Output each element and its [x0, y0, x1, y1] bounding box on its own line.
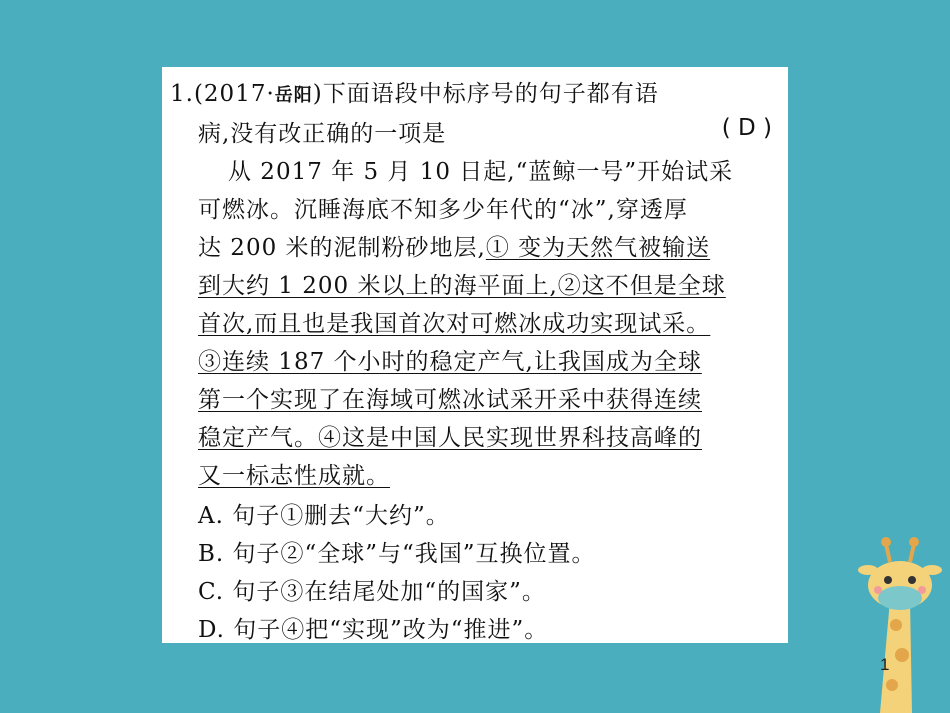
question-number: 1.	[170, 81, 194, 107]
page-number: 1	[880, 655, 890, 674]
option-a: A. 句子①删去“大约”。	[198, 503, 450, 529]
underlined-sentence: 首次,而且也是我国首次对可燃冰成功实现试采。	[198, 311, 711, 337]
giraffe-icon	[850, 530, 950, 713]
underlined-sentence: 到大约 1 200 米以上的海平面上,②这不但是全球	[198, 273, 726, 299]
passage-line: 从 2017 年 5 月 10 日起,“蓝鲸一号”开始试采	[228, 159, 734, 185]
passage-line: 可燃冰。沉睡海底不知多少年代的“冰”,穿透厚	[198, 197, 688, 223]
question-stem-line1: 下面语段中标序号的句子都有语	[322, 81, 659, 107]
question-stem-line2: 病,没有改正确的一项是	[198, 121, 447, 147]
option-c: C. 句子③在结尾处加“的国家”。	[198, 579, 546, 605]
underlined-sentence: 稳定产气。④这是中国人民实现世界科技高峰的	[198, 425, 702, 451]
underlined-sentence: 又一标志性成就。	[198, 463, 390, 489]
source-close: )	[312, 81, 323, 107]
question-header	[170, 75, 659, 108]
option-d: D. 句子④把“实现”改为“推进”。	[198, 617, 549, 643]
underlined-sentence: ① 变为天然气被输送	[485, 235, 711, 261]
source-place: 岳阳	[274, 85, 313, 106]
underlined-sentence: ③连续 187 个小时的稳定产气,让我国成为全球	[198, 349, 702, 375]
answer-mark: ( D )	[721, 115, 772, 141]
passage-line: 达 200 米的泥制粉砂地层,① 变为天然气被输送	[198, 235, 711, 261]
source-open: (2017·	[193, 81, 275, 107]
underlined-sentence: 第一个实现了在海域可燃冰试采开采中获得连续	[198, 387, 702, 413]
option-b: B. 句子②“全球”与“我国”互换位置。	[198, 541, 596, 567]
question-card	[162, 67, 788, 643]
